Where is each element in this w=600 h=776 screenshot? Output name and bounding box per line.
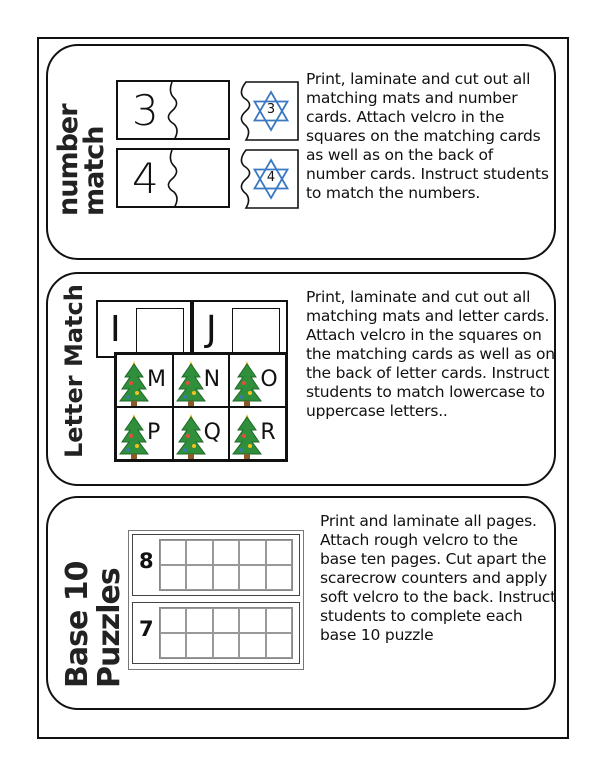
tree-letter-card — [173, 407, 230, 460]
base-ten-title — [62, 561, 126, 688]
tree-letter: O — [260, 367, 278, 392]
christmas-tree-icon — [176, 359, 206, 407]
christmas-tree-icon — [176, 412, 206, 460]
tree-letter: R — [260, 420, 276, 445]
ten-frame-grid — [159, 539, 293, 591]
puzzle-edge-icon — [158, 150, 188, 208]
number-match-description: Print, laminate and cut out all matching mats and number cards. Attach velcro in the squares on the matching cards as well as on the back of number cards. Instruct students to match the numbers. — [306, 70, 549, 202]
tree-letter-card — [229, 354, 286, 407]
tree-letter-card — [116, 354, 173, 407]
velcro-square — [232, 308, 280, 356]
christmas-tree-icon — [232, 412, 262, 460]
star-card-number: 3 — [266, 102, 276, 117]
christmas-tree-icon — [119, 359, 149, 407]
ten-frame-number: 8 — [139, 549, 154, 573]
ten-frame — [132, 534, 300, 596]
title-line-1: number — [53, 104, 84, 216]
number-match-title — [53, 104, 110, 216]
letter-match-description: Print, laminate and cut out all matching mats and letter cards. Attach velcro in the squares on the matching cards as well as on the back of letter cards. Instruct students to match lowercase to uppercase letters.. — [306, 288, 555, 420]
ten-frame-grid — [159, 607, 293, 659]
title-line-1: Base 10 — [60, 561, 95, 688]
tree-letter: N — [203, 367, 221, 392]
tree-letter: P — [147, 420, 161, 445]
letter-match-title — [60, 284, 88, 458]
tree-letter-card — [116, 407, 173, 460]
ten-frame-number: 7 — [139, 617, 154, 641]
star-card-number: 4 — [266, 170, 276, 185]
star-match-card — [236, 148, 300, 214]
tree-letter-card — [173, 354, 230, 407]
base-ten-description: Print and laminate all pages. Attach rough velcro to the base ten pages. Cut apart the scarecrow counters and apply soft velcro to the back. Instruct students to complete each base 10 puzzle — [320, 512, 557, 644]
ten-frame — [132, 602, 300, 664]
number-card-value: 3 — [132, 86, 159, 135]
letter-mat-value: I — [110, 309, 121, 350]
christmas-tree-icon — [119, 412, 149, 460]
number-card-value: 4 — [132, 154, 159, 203]
number-card — [116, 80, 230, 140]
letter-mat — [192, 300, 288, 358]
title-line-1: Letter Match — [60, 284, 88, 458]
title-line-2: match — [79, 126, 110, 216]
puzzle-edge-icon — [158, 82, 188, 140]
christmas-tree-icon — [232, 359, 262, 407]
tree-letter: Q — [203, 420, 221, 445]
title-line-2: Puzzles — [92, 568, 127, 688]
velcro-square — [136, 308, 184, 356]
letter-mat — [96, 300, 192, 358]
letter-mat-value: J — [206, 309, 217, 350]
tree-letter: M — [147, 367, 166, 392]
star-match-card — [236, 80, 300, 146]
tree-letter-cards — [114, 352, 288, 462]
tree-letter-card — [229, 407, 286, 460]
number-card — [116, 148, 230, 208]
